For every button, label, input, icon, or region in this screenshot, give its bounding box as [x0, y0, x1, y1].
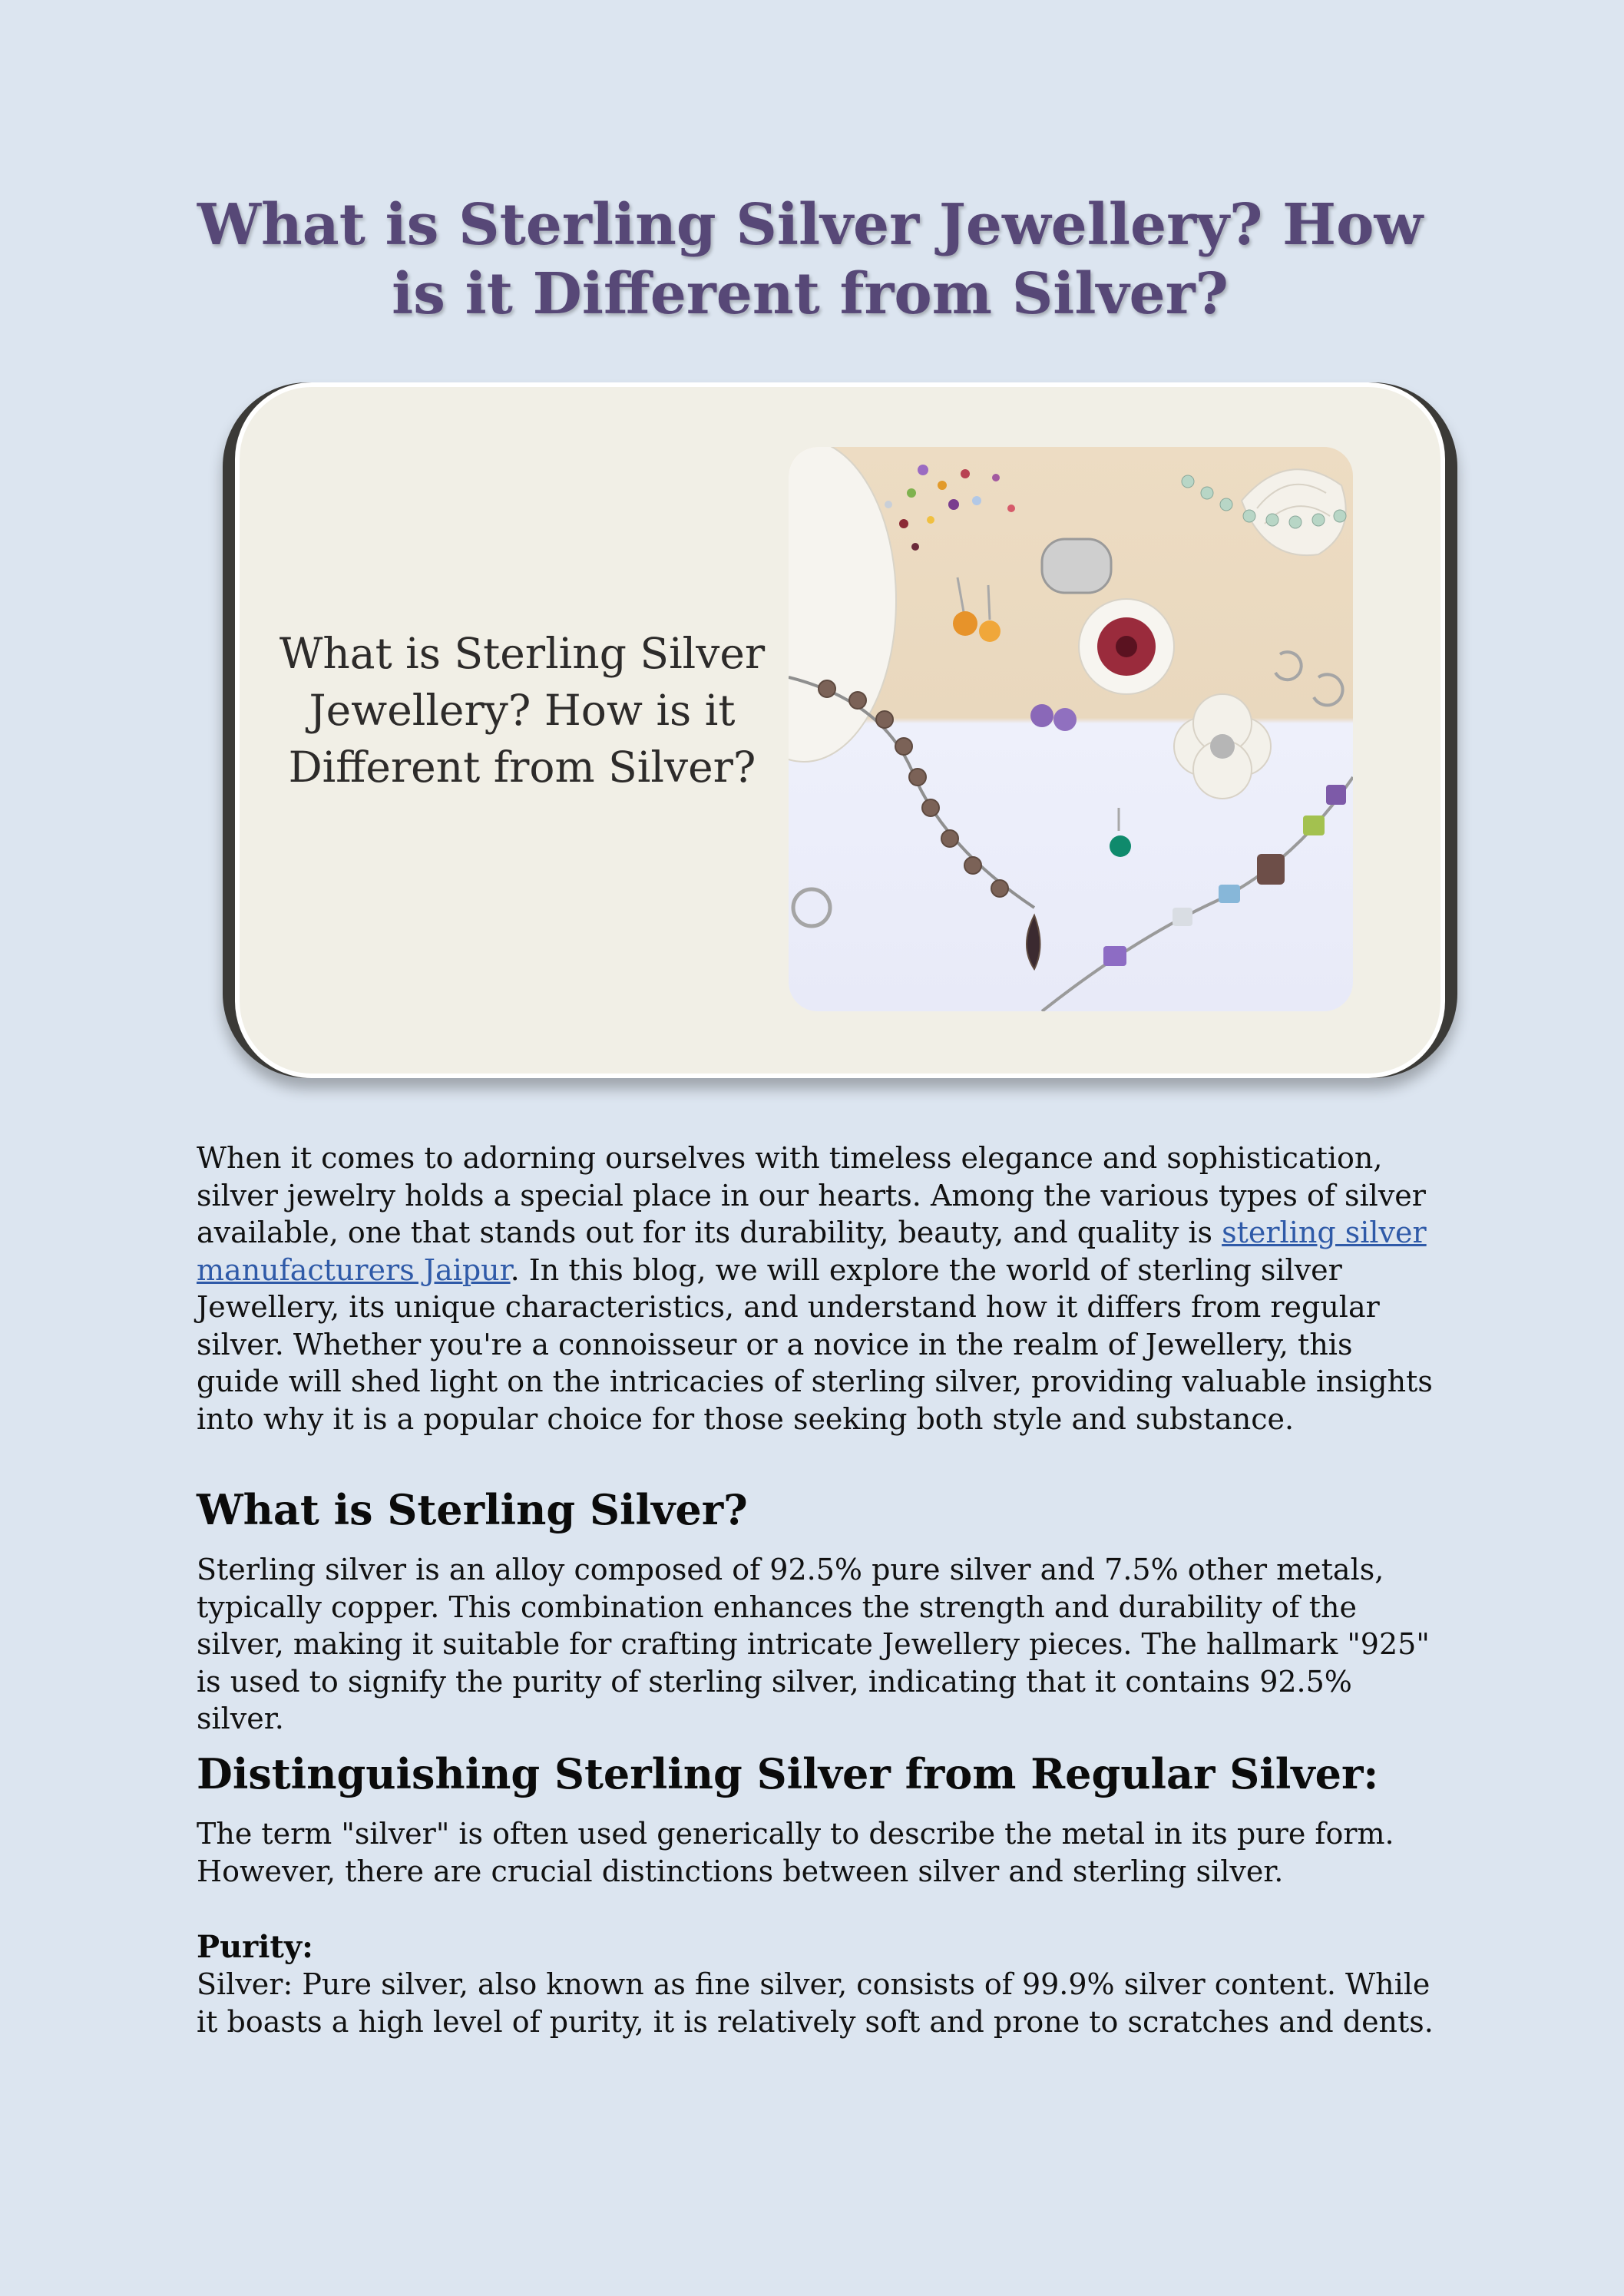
shell-shape	[1242, 469, 1346, 555]
jewellery-photo	[789, 447, 1353, 1011]
section-heading: What is Sterling Silver?	[197, 1485, 748, 1534]
hero-card	[235, 382, 1445, 1078]
page-title: What is Sterling Silver Jewellery? How is it Different from Silver?	[197, 192, 1424, 327]
purity-heading: Purity:	[197, 1929, 313, 1965]
small-pendant	[1110, 808, 1131, 857]
hero-caption-line: Different from Silver?	[288, 743, 756, 792]
jewellery-illustration	[789, 447, 1353, 1011]
spiral-earrings	[1275, 652, 1343, 705]
intro-text: . In this blog, we will explore the world of sterling silver Jewellery, its unique characteristics, and understand how it differs from regular silver. Whether you're a connoisseur or a novice in the realm of Jewellery, this guide will shed light on the intricacies of sterling silver, providing valuable insights into why it is a popular choice for those seeking both style and substance.	[197, 1252, 1433, 1436]
ring-bottom	[793, 889, 830, 926]
flower-box	[1174, 694, 1271, 799]
ring-shape	[1042, 539, 1111, 593]
hero-caption-line: What is Sterling Silver	[279, 629, 766, 678]
section-heading: Distinguishing Sterling Silver from Regular Silver:	[197, 1749, 1379, 1798]
manufacturers-link[interactable]: sterling silver manufacturers Jaipur	[197, 1216, 1427, 1287]
earrings	[953, 577, 1077, 731]
hero-caption	[276, 625, 768, 796]
intro-text: When it comes to adorning ourselves with timeless elegance and sophistication, silver jewelry holds a special place in our hearts. Among the various types of silver available, one that stands out for its durability, beauty, and quality is	[197, 1141, 1426, 1249]
section-body: The term "silver" is often used generically to describe the metal in its pure form. However, there are crucial distinctions between silver and sterling silver.	[197, 1817, 1394, 1888]
hero-caption-line: Jewellery? How is it	[309, 686, 736, 735]
section-body: Sterling silver is an alloy composed of 92.5% pure silver and 7.5% other metals, typically copper. This combination enhances the strength and durability of the silver, making it suitable for crafting intricate Jewellery pieces. The hallmark "925" is used to signify the purity of sterling silver, indicating that it contains 92.5% silver.	[197, 1553, 1430, 1735]
intro-paragraph	[197, 1140, 1440, 1437]
flower-pendant	[1079, 599, 1174, 694]
bracelet-chain	[1042, 777, 1353, 1011]
gemstones	[885, 465, 1015, 551]
purity-body: Silver: Pure silver, also known as fine silver, consists of 99.9% silver content. While it boasts a high level of purity, it is relatively soft and prone to scratches and dents.	[197, 1967, 1434, 2039]
hero-banner	[223, 382, 1457, 1078]
bracelet-stones	[1103, 785, 1346, 966]
